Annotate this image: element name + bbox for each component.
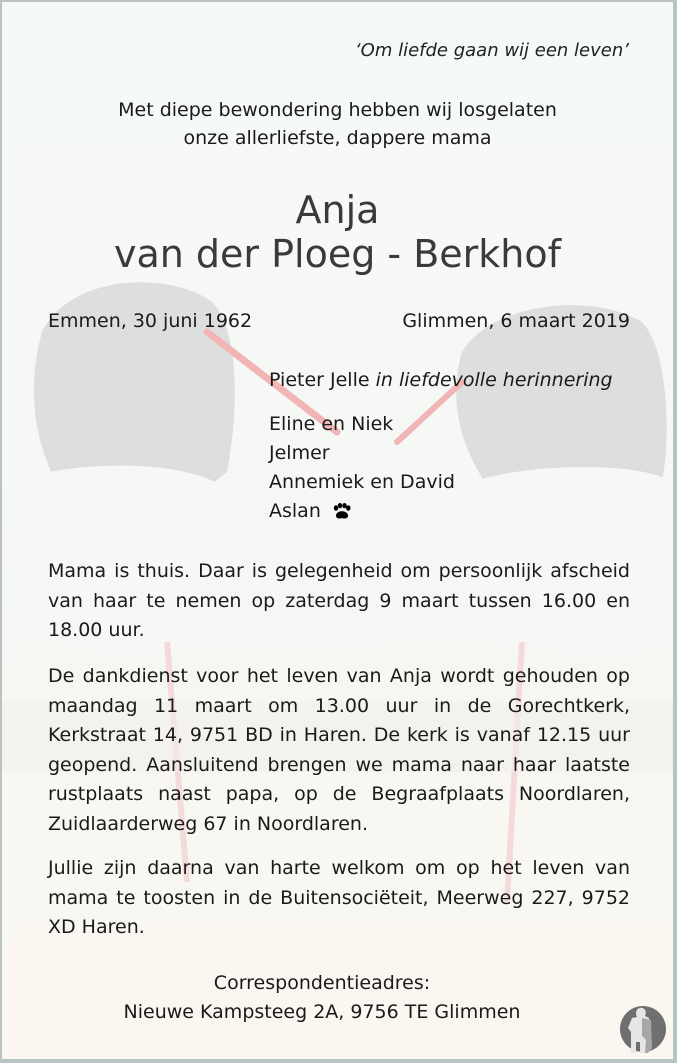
spouse-name: Pieter Jelle [269, 369, 370, 391]
paw-icon [333, 503, 351, 520]
pet-name: Aslan [269, 500, 321, 522]
intro-line-2: onze allerliefste, dappere mama [183, 127, 492, 149]
motto-quote: ‘Om liefde gaan wij een leven’ [354, 40, 629, 61]
service-paragraph: De dankdienst voor het leven van Anja wordt gehouden op maandag 11 maart om 13.00 uur in de Gorechtkerk, Kerkstraat 14, 9751 BD in Haren. De kerk is vanaf 12.15 uur geopend. Aansluitend brengen we mama naar haar laatste rustplaats naast papa, op de Begraafplaats Noordlaren, Zuidlaarderweg 67 in Noordlaren. [48, 665, 630, 835]
family-member: Jelmer [269, 442, 330, 464]
spouse-line [269, 366, 613, 395]
birth-date: Emmen, 30 juni 1962 [48, 310, 253, 332]
family-member-pet [269, 497, 351, 526]
deceased-first-name: Anja [295, 188, 380, 232]
spouse-note: in liefdevolle herinnering [375, 369, 613, 391]
correspondence-address: Nieuwe Kampsteeg 2A, 9756 TE Glimmen [123, 1001, 521, 1023]
obituary-card [2, 2, 673, 1059]
deceased-full-name: van der Ploeg - Berkhof [113, 232, 562, 276]
reception-paragraph: Jullie zijn daarna van harte welkom om op het leven van mama te toosten in de Buitensociëteit, Meerweg 227, 9752 XD Haren. [48, 857, 630, 938]
correspondence-label: Correspondentieadres: [213, 972, 431, 994]
family-member: Eline en Niek [269, 413, 394, 435]
embracing-figures-logo-icon [618, 1004, 668, 1054]
intro-line-1: Met diepe bewondering hebben wij losgelaten [118, 99, 557, 121]
family-member: Annemiek en David [269, 471, 455, 493]
death-date: Glimmen, 6 maart 2019 [402, 310, 630, 332]
visitation-paragraph: Mama is thuis. Daar is gelegenheid om persoonlijk afscheid van haar te nemen op zaterdag 9 maart tussen 16.00 en 18.00 uur. [48, 560, 630, 641]
